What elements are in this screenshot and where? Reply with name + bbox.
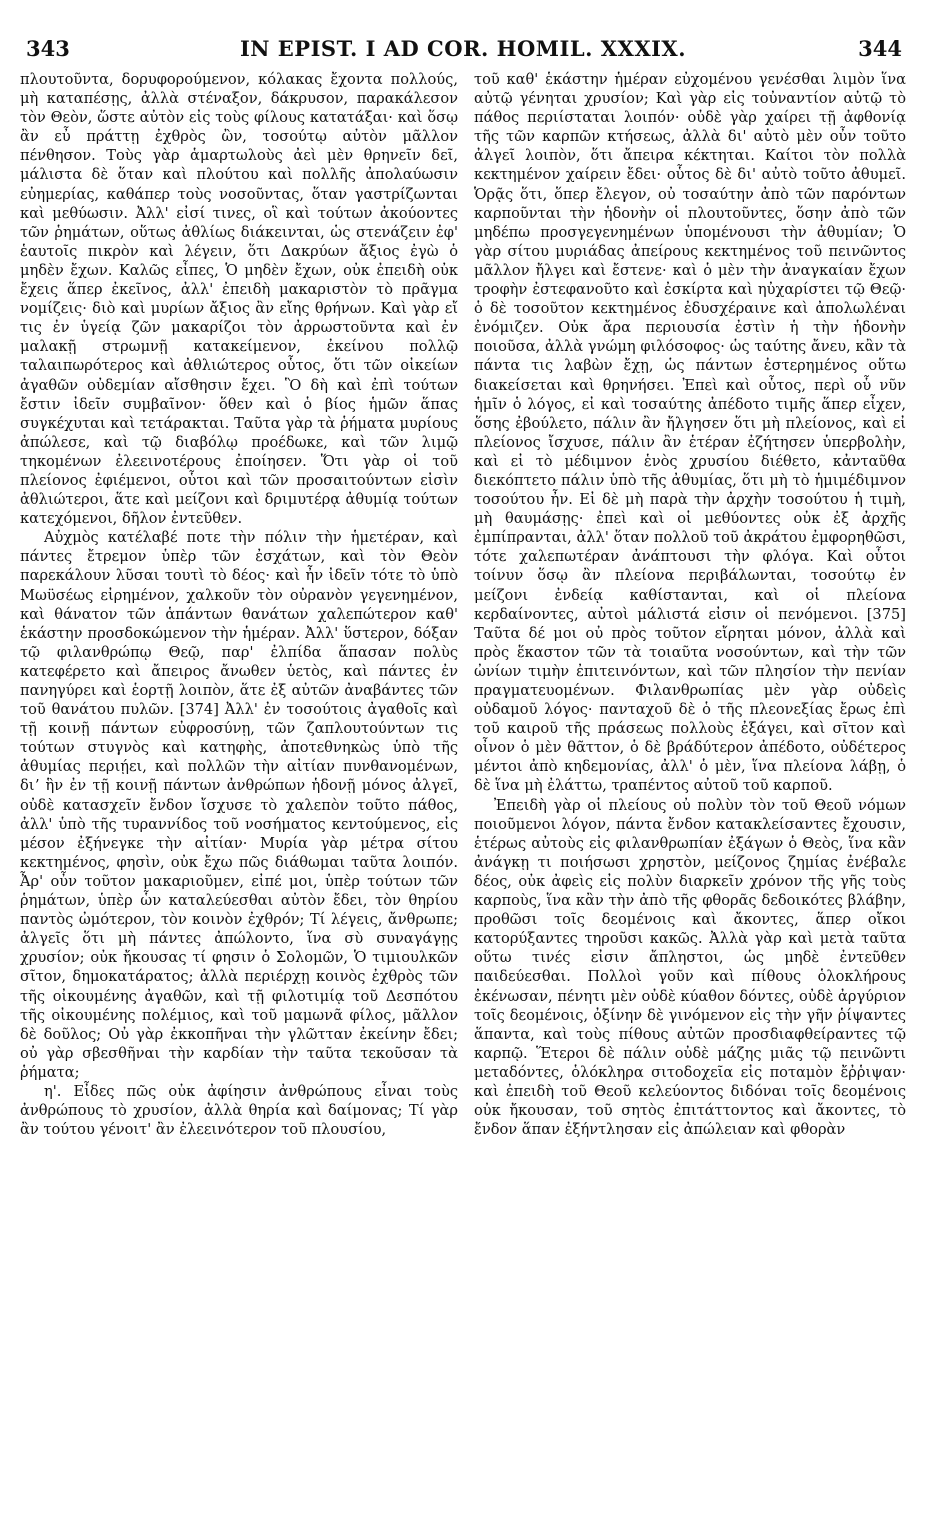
right-column — [474, 70, 906, 1139]
paragraph: Αὐχμὸς κατέλαβέ ποτε τὴν πόλιν τὴν ἡμετέραν, καὶ πάντες ἔτρεμον ὑπὲρ τῶν ἐσχάτων, καὶ τὸν Θεὸν παρεκάλουν λῦσαι τουτὶ τὸ δέος· καὶ ἦν ἰδεῖν τότε τὸ ὑπὸ Μωϋσέως εἰρημένον, χαλκοῦν τὸν οὐρανὸν γεγενημένον, καὶ θάνατον τῶν ἁπάντων θανάτων χαλεπώτερον καθ' ἑκάστην προσδοκώμενον τὴν ἡμέραν. Ἀλλ' ὕστερον, δόξαν τῷ φιλανθρώπῳ Θεῷ, παρ' ἐλπίδα ἅπασαν πολὺς κατεφέρετο καὶ ἄπειρος ἄνωθεν ὑετὸς, καὶ πάντες ἐν πανηγύρει καὶ ἑορτῇ λοιπὸν, ἅτε ἐξ αὐτῶν ἀναβάντες τῶν τοῦ θανάτου πυλῶν. [374] Ἀλλ' ἐν τοσούτοις ἀγαθοῖς καὶ τῇ κοινῇ πάντων εὐφροσύνῃ, τῶν ζαπλουτούντων τις τούτων στυγνὸς καὶ κατηφὴς, ἀποτεθνηκὼς ὑπὸ τῆς ἀθυμίας περιῄει, καὶ πολλῶν τὴν αἰτίαν πυνθανομένων, διʼ ἣν ἐν τῇ κοινῇ πάντων ἀνθρώπων ἡδονῇ μόνος ἀλγεῖ, οὐδὲ κατασχεῖν ἔνδον ἴσχυσε τὸ χαλεπὸν τοῦτο πάθος, ἀλλ' ὑπὸ τῆς τυραννίδος τοῦ νοσήματος κεντούμενος, εἰς μέσον ἐξήνεγκε τὴν αἰτίαν· Μυρία γὰρ μέτρα σίτου κεκτημένος, φησὶν, οὐκ ἔχω πῶς διάθωμαι ταῦτα λοιπόν. Ἆρ' οὖν τοῦτον μακαριοῦμεν, εἰπέ μοι, ὑπὲρ τούτων τῶν ῥημάτων, ὑπὲρ ὧν καταλεύεσθαι αὐτὸν ἔδει, τὸν θηρίου παντὸς ὠμότερον, τὸν κοινὸν ἐχθρόν; Τί λέγεις, ἄνθρωπε; ἀλγεῖς ὅτι μὴ πάντες ἀπώλοντο, ἵνα σὺ συναγάγῃς χρυσίον; οὐκ ἤκουσας τί φησιν ὁ Σολομῶν, Ὁ τιμιουλκῶν σῖτον, δημοκατάρατος; ἀλλὰ περιέρχῃ κοινὸς ἐχθρὸς τῶν τῆς οἰκουμένης ἀγαθῶν, καὶ τῇ φιλοτιμίᾳ τοῦ Δεσπότου τῆς οἰκουμένης πολέμιος, καὶ τοῦ μαμωνᾶ φίλος, μᾶλλον δὲ δοῦλος; Οὐ γὰρ ἐκκοπῆναι τὴν γλῶτταν ἐκείνην ἔδει; οὐ γὰρ σβεσθῆναι τὴν καρδίαν τὴν ταῦτα τεκοῦσαν τὰ ῥήματα; — [20, 529, 458, 1081]
running-title: IN EPIST. I AD COR. HOMIL. XXXIX. — [239, 36, 687, 61]
left-column — [20, 70, 458, 1139]
paragraph: η'. Εἶδες πῶς οὐκ ἀφίησιν ἀνθρώπους εἶναι τοὺς ἀνθρώπους τὸ χρυσίον, ἀλλὰ θηρία καὶ δαίμονας; Τί γὰρ ἂν τούτου γένοιτ' ἂν ἐλεεινότερον τοῦ πλουσίου, — [20, 1082, 458, 1139]
paragraph: Ἐπειδὴ γὰρ οἱ πλείους οὐ πολὺν τὸν τοῦ Θεοῦ νόμων ποιοῦμενοι λόγον, πάντα ἔνδον κατακλείσαντες ἔχουσιν, ἑτέρως αὐτοὺς εἰς φιλανθρωπίαν ἐξάγων ὁ Θεὸς, ἵνα κἂν ἀνάγκῃ τι ποιήσωσι χρηστὸν, μείζονος ζημίας ἐνέβαλε δέος, οὐκ ἀφεὶς εἰς πολὺν διαρκεῖν χρόνον τῆς γῆς τοὺς καρποὺς, ἵνα κἂν τὴν ἀπὸ τῆς φθορᾶς δεδοικότες βλάβην, προθῶσι τοῖς δεομένοις καὶ ἄκοντες, ἅπερ οἴκοι κατορύξαντες τηροῦσι κακῶς. Ἀλλὰ γὰρ καὶ μετὰ ταῦτα οὕτω τινές εἰσιν ἄπληστοι, ὡς μηδὲ ἐντεῦθεν παιδεύεσθαι. Πολλοὶ γοῦν καὶ πίθους ὁλοκλήρους ἐκένωσαν, πένητι μὲν οὐδὲ κύαθον δόντες, οὐδὲ ἀργύριον τοῖς δεομένοις, ὀξίνην δὲ γινόμενον εἰς τὴν γῆν ῥίψαντες ἅπαντα, καὶ τοὺς πίθους αὐτῶν προσδιαφθείραντες τῷ καρπῷ. Ἕτεροι δὲ πάλιν οὐδὲ μάζης μιᾶς τῷ πεινῶντι μεταδόντες, ὁλόκληρα σιτοδοχεῖα εἰς ποταμὸν ἔῤῥιψαν· καὶ ἐπειδὴ τοῦ Θεοῦ κελεύοντος διδόναι τοῖς δεομένοις οὐκ ἤκουσαν, τοῦ σητὸς ἐπιτάττοντος καὶ ἄκοντες, τὸ ἔνδον ἅπαν ἐξήντλησαν εἰς ἀπώλειαν καὶ φθορὰν — [474, 796, 906, 1139]
page-number-right: 344 — [858, 36, 902, 61]
page-number-left: 343 — [26, 36, 70, 61]
running-head — [20, 36, 906, 64]
paragraph: πλουτοῦντα, δορυφορούμενον, κόλακας ἔχοντα πολλούς, μὴ καταπέσῃς, ἀλλὰ στέναξον, δάκρυσον, παρακάλεσον τὸν Θεὸν, ὥστε αὐτὸν εἰς τοὺς φίλους κατατάξαι· καὶ ὅσῳ ἂν εὖ πράττῃ ἐχθρὸς ὢν, τοσούτῳ αὐτὸν μᾶλλον πένθησον. Τοὺς γὰρ ἁμαρτωλοὺς ἀεὶ μὲν θρηνεῖν δεῖ, μάλιστα δὲ ὅταν καὶ πλούτου καὶ πολλῆς ἀπολαύωσιν εὐημερίας, καθάπερ τοὺς νοσοῦντας, ὅταν γαστρίζωνται καὶ μεθύωσιν. Ἀλλ' εἰσί τινες, οἳ καὶ τούτων ἀκούοντες τῶν ῥημάτων, οὕτως ἀθλίως διάκεινται, ὡς στενάζειν ἐφ' ἑαυτοῖς πικρὸν καὶ λέγειν, ὅτι Δακρύων ἄξιος ἐγὼ ὁ μηδὲν ἔχων. Καλῶς εἶπες, Ὁ μηδὲν ἔχων, οὐκ ἐπειδὴ οὐκ ἔχεις ἅπερ ἐκεῖνος, ἀλλ' ἐπειδὴ μακαριστὸν τὸ πρᾶγμα νομίζεις· διὸ καὶ μυρίων ἄξιος ἂν εἴης θρήνων. Καὶ γὰρ εἴ τις ἐν ὑγείᾳ ζῶν μακαρίζοι τὸν ἀρρωστοῦντα καὶ ἐν μαλακῇ στρωμνῇ κατακείμενον, ἐκείνου πολλῷ ταλαιπωρότερος καὶ ἀθλιώτερος οὗτος, ὅτι τῶν οἰκείων ἀγαθῶν οὐδεμίαν αἴσθησιν ἔχει. Ὃ δὴ καὶ ἐπὶ τούτων ἔστιν ἰδεῖν συμβαῖνον· ὅθεν καὶ ὁ βίος ἡμῶν ἅπας συγκέχυται καὶ τετάρακται. Ταῦτα γὰρ τὰ ῥήματα μυρίους ἀπώλεσε, καὶ τῷ διαβόλῳ προέδωκε, καὶ τῶν λιμῷ τηκομένων ἐλεεινοτέρους ἐποίησεν. Ὅτι γὰρ οἱ τοῦ πλείονος ἐφιέμενοι, οὗτοι καὶ τῶν προσαιτούντων εἰσὶν ἀθλιώτεροι, ἅτε καὶ μείζονι καὶ δριμυτέρᾳ ἀθυμίᾳ τούτων κατεχόμενοι, δῆλον ἐντεῦθεν. — [20, 71, 458, 528]
paragraph: τοῦ καθ' ἑκάστην ἡμέραν εὐχομένου γενέσθαι λιμὸν ἵνα αὐτῷ γένηται χρυσίον; Καὶ γὰρ εἰς τοὐναντίον αὐτῷ τὸ πάθος περιίσταται λοιπόν· οὐδὲ γὰρ χαίρει τῇ ἀφθονίᾳ τῆς τῶν καρπῶν κτήσεως, ἀλλὰ δι' αὐτὸ μὲν οὖν τοῦτο ἀλγεῖ λοιπὸν, ὅτι ἄπειρα κέκτηται. Καίτοι τὸν πολλὰ κεκτημένον χαίρειν ἔδει· οὗτος δὲ δι' αὐτὸ τοῦτο ἀθυμεῖ. Ὁρᾷς ὅτι, ὅπερ ἔλεγον, οὐ τοσαύτην ἀπὸ τῶν παρόντων καρποῦνται τὴν ἡδονὴν οἱ πλουτοῦντες, ὅσην ἀπὸ τῶν μηδέπω προσγεγενημένων ὑπομένουσι τὴν ἀθυμίαν; Ὁ γὰρ σίτου μυριάδας ἀπείρους κεκτημένος τοῦ πεινῶντος μᾶλλον ἤλγει καὶ ἔστενε· καὶ ὁ μὲν τὴν ἀναγκαίαν ἔχων τροφὴν ἐστεφανοῦτο καὶ ἐσκίρτα καὶ ηὐχαρίστει τῷ Θεῷ· ὁ δὲ τοσοῦτον κεκτημένος ἐδυσχέραινε καὶ ἀπολωλέναι ἐνόμιζεν. Οὐκ ἄρα περιουσία ἐστὶν ἡ τὴν ἡδονὴν ποιοῦσα, ἀλλὰ γνώμη φιλόσοφος· ὡς ταύτης ἄνευ, κἂν τὰ πάντα τις λαβὼν ἔχῃ, ὡς πάντων ἐστερημένος οὕτω διακείσεται καὶ θρηνήσει. Ἐπεὶ καὶ οὗτος, περὶ οὗ νῦν ἡμῖν ὁ λόγος, εἰ καὶ τοσαύτης ἀπέδοτο τιμῆς ἅπερ εἶχεν, ὅσης ἐβούλετο, πάλιν ἂν ἤλγησεν ὅτι μὴ πλείονος, καὶ εἰ πλείονος ἴσχυσε, πάλιν ἂν ἑτέραν ἐζήτησεν ὑπερβολὴν, καὶ εἰ τὸ μέδιμνον ἑνὸς χρυσίου διέθετο, κἀνταῦθα διεκόπτετο πάλιν ὑπὸ τῆς ἀθυμίας, ὅτι μὴ τὸ ἡμιμέδιμνον τοσούτου ἦν. Εἰ δὲ μὴ παρὰ τὴν ἀρχὴν τοσούτου ἡ τιμὴ, μὴ θαυμάσῃς· ἐπεὶ καὶ οἱ μεθύοντες οὐκ ἐξ ἀρχῆς ἐμπίπρανται, ἀλλ' ὅταν πολλοῦ τοῦ ἀκράτου ἐμφορηθῶσι, τότε χαλεπωτέραν ἀνάπτουσι τὴν φλόγα. Καὶ οὗτοι τοίνυν ὅσῳ ἂν πλείονα περιβάλωνται, τοσούτῳ ἐν μείζονι ἐνδείᾳ καθίστανται, καὶ οἱ πλείονα κερδαίνοντες, αὐτοὶ μάλιστά εἰσιν οἱ πενόμενοι. [375] Ταῦτα δέ μοι οὐ πρὸς τοῦτον εἴρηται μόνον, ἀλλὰ καὶ πρὸς ἕκαστον τῶν τὰ τοιαῦτα νοσούντων, καὶ τὴν τῶν ὠνίων τιμὴν ἐπιτεινόντων, καὶ τῶν πλησίον τὴν πενίαν πραγματευομένων. Φιλανθρωπίας μὲν γὰρ οὐδεὶς οὐδαμοῦ λόγος· πανταχοῦ δὲ ὁ τῆς πλεονεξίας ἔρως ἐπὶ τοῦ καιροῦ τῆς πράσεως πολλοὺς ἐξάγει, καὶ σῖτον καὶ οἶνον ὁ μὲν θᾶττον, ὁ δὲ βράδύτερον ἀπέδοτο, οὐδέτερος μέντοι ἀπὸ κηδεμονίας, ἀλλ' ὁ μὲν, ἵνα πλείονα λάβῃ, ὁ δὲ ἵνα μὴ ἐλάττω, τραπέντος αὐτοῦ τοῦ καρποῦ. — [474, 71, 906, 795]
